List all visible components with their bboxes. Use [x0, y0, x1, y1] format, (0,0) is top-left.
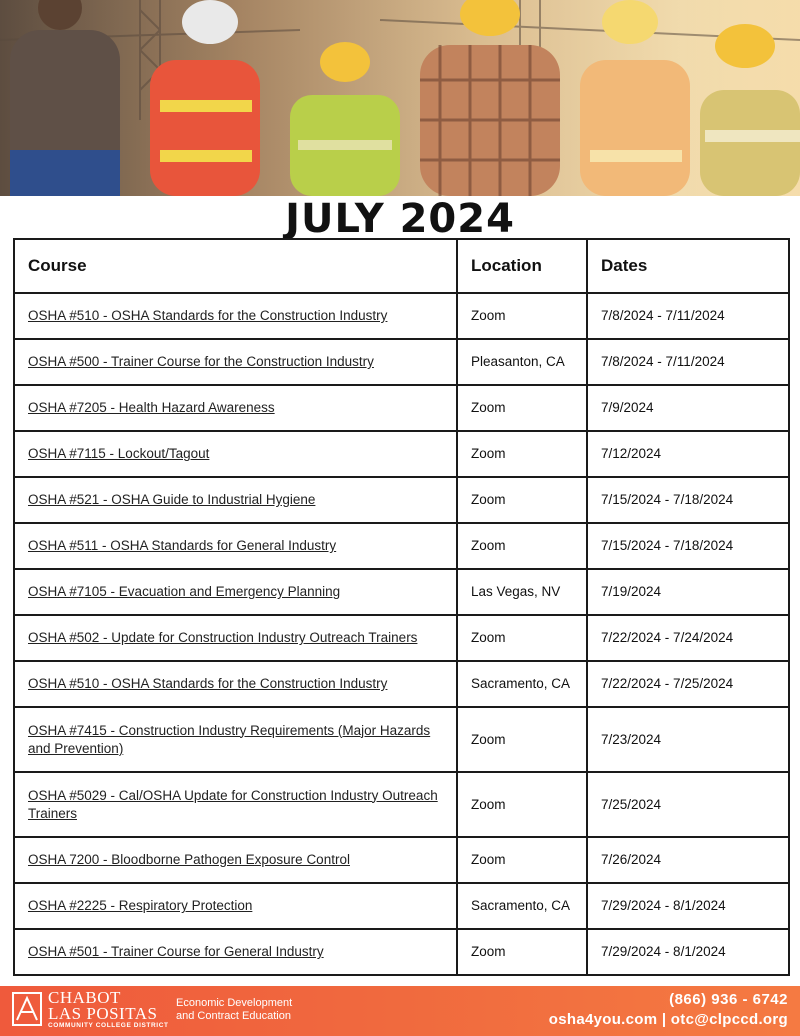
table-row — [14, 293, 789, 339]
course-cell — [14, 772, 457, 837]
course-link[interactable]: OSHA #510 - OSHA Standards for the Construction Industry — [28, 676, 388, 691]
table-row — [14, 615, 789, 661]
course-cell — [14, 523, 457, 569]
course-link[interactable]: OSHA #7205 - Health Hazard Awareness — [28, 400, 275, 415]
course-link[interactable]: OSHA #501 - Trainer Course for General Industry — [28, 944, 324, 959]
location-cell: Zoom — [457, 293, 587, 339]
course-link[interactable]: OSHA #2225 - Respiratory Protection — [28, 898, 253, 913]
course-cell — [14, 837, 457, 883]
construction-workers-photo — [0, 0, 800, 196]
location-cell: Zoom — [457, 385, 587, 431]
dates-cell: 7/26/2024 — [587, 837, 789, 883]
location-cell: Zoom — [457, 929, 587, 975]
course-cell — [14, 661, 457, 707]
course-link[interactable]: OSHA #5029 - Cal/OSHA Update for Construction Industry Outreach Trainers — [28, 787, 438, 821]
course-cell — [14, 615, 457, 661]
location-cell: Pleasanton, CA — [457, 339, 587, 385]
page-title: JULY 2024 — [285, 196, 515, 242]
dates-cell: 7/23/2024 — [587, 707, 789, 772]
location-cell: Zoom — [457, 477, 587, 523]
dates-cell: 7/15/2024 - 7/18/2024 — [587, 477, 789, 523]
table-row — [14, 883, 789, 929]
header-course: Course — [14, 239, 457, 293]
logo-text-chabot: CHABOT — [48, 988, 121, 1007]
table-row — [14, 707, 789, 772]
location-cell: Zoom — [457, 707, 587, 772]
course-schedule-table — [13, 238, 790, 976]
dates-cell: 7/8/2024 - 7/11/2024 — [587, 293, 789, 339]
course-link[interactable]: OSHA #521 - OSHA Guide to Industrial Hygiene — [28, 492, 316, 507]
dates-cell: 7/15/2024 - 7/18/2024 — [587, 523, 789, 569]
course-cell — [14, 431, 457, 477]
dates-cell: 7/19/2024 — [587, 569, 789, 615]
course-cell — [14, 339, 457, 385]
dates-cell: 7/29/2024 - 8/1/2024 — [587, 929, 789, 975]
location-cell: Zoom — [457, 837, 587, 883]
course-cell — [14, 929, 457, 975]
course-cell — [14, 707, 457, 772]
chabot-las-positas-logo — [12, 992, 42, 1026]
footer-bar — [0, 986, 800, 1036]
location-cell: Sacramento, CA — [457, 661, 587, 707]
table-row — [14, 385, 789, 431]
contact-links[interactable]: osha4you.com | otc@clpccd.org — [548, 1011, 788, 1028]
header-dates: Dates — [587, 239, 789, 293]
course-link[interactable]: OSHA 7200 - Bloodborne Pathogen Exposure Control — [28, 852, 350, 867]
course-cell — [14, 477, 457, 523]
table-row — [14, 772, 789, 837]
table-row — [14, 661, 789, 707]
location-cell: Zoom — [457, 772, 587, 837]
dates-cell: 7/9/2024 — [587, 385, 789, 431]
location-cell: Sacramento, CA — [457, 883, 587, 929]
logo-text-las-positas: LAS POSITAS — [48, 1004, 158, 1023]
table-row — [14, 477, 789, 523]
course-cell — [14, 569, 457, 615]
dates-cell: 7/8/2024 - 7/11/2024 — [587, 339, 789, 385]
header-banner-photo — [0, 0, 800, 196]
location-cell: Zoom — [457, 523, 587, 569]
table-row — [14, 339, 789, 385]
department-line-2: and Contract Education — [176, 1010, 291, 1022]
department-line-1: Economic Development — [176, 997, 293, 1009]
course-link[interactable]: OSHA #7105 - Evacuation and Emergency Planning — [28, 584, 341, 599]
table-row — [14, 929, 789, 975]
location-cell: Zoom — [457, 615, 587, 661]
dates-cell: 7/22/2024 - 7/24/2024 — [587, 615, 789, 661]
logo-text-district: COMMUNITY COLLEGE DISTRICT — [48, 1022, 169, 1029]
course-link[interactable]: OSHA #500 - Trainer Course for the Construction Industry — [28, 354, 374, 369]
dates-cell: 7/22/2024 - 7/25/2024 — [587, 661, 789, 707]
phone-number[interactable]: (866) 936 - 6742 — [669, 991, 788, 1008]
course-link[interactable]: OSHA #511 - OSHA Standards for General Industry — [28, 538, 337, 553]
table-row — [14, 569, 789, 615]
course-link[interactable]: OSHA #7415 - Construction Industry Requirements (Major Hazards and Prevention) — [28, 722, 431, 756]
dates-cell: 7/29/2024 - 8/1/2024 — [587, 883, 789, 929]
table-row — [14, 523, 789, 569]
course-link[interactable]: OSHA #502 - Update for Construction Industry Outreach Trainers — [28, 630, 418, 645]
dates-cell: 7/12/2024 — [587, 431, 789, 477]
table-row — [14, 837, 789, 883]
dates-cell: 7/25/2024 — [587, 772, 789, 837]
location-cell: Zoom — [457, 431, 587, 477]
table-row — [14, 431, 789, 477]
header-location: Location — [457, 239, 587, 293]
location-cell: Las Vegas, NV — [457, 569, 587, 615]
course-link[interactable]: OSHA #510 - OSHA Standards for the Construction Industry — [28, 308, 388, 323]
course-cell — [14, 883, 457, 929]
course-cell — [14, 293, 457, 339]
table-header-row — [14, 239, 789, 293]
course-link[interactable]: OSHA #7115 - Lockout/Tagout — [28, 446, 210, 461]
course-cell — [14, 385, 457, 431]
